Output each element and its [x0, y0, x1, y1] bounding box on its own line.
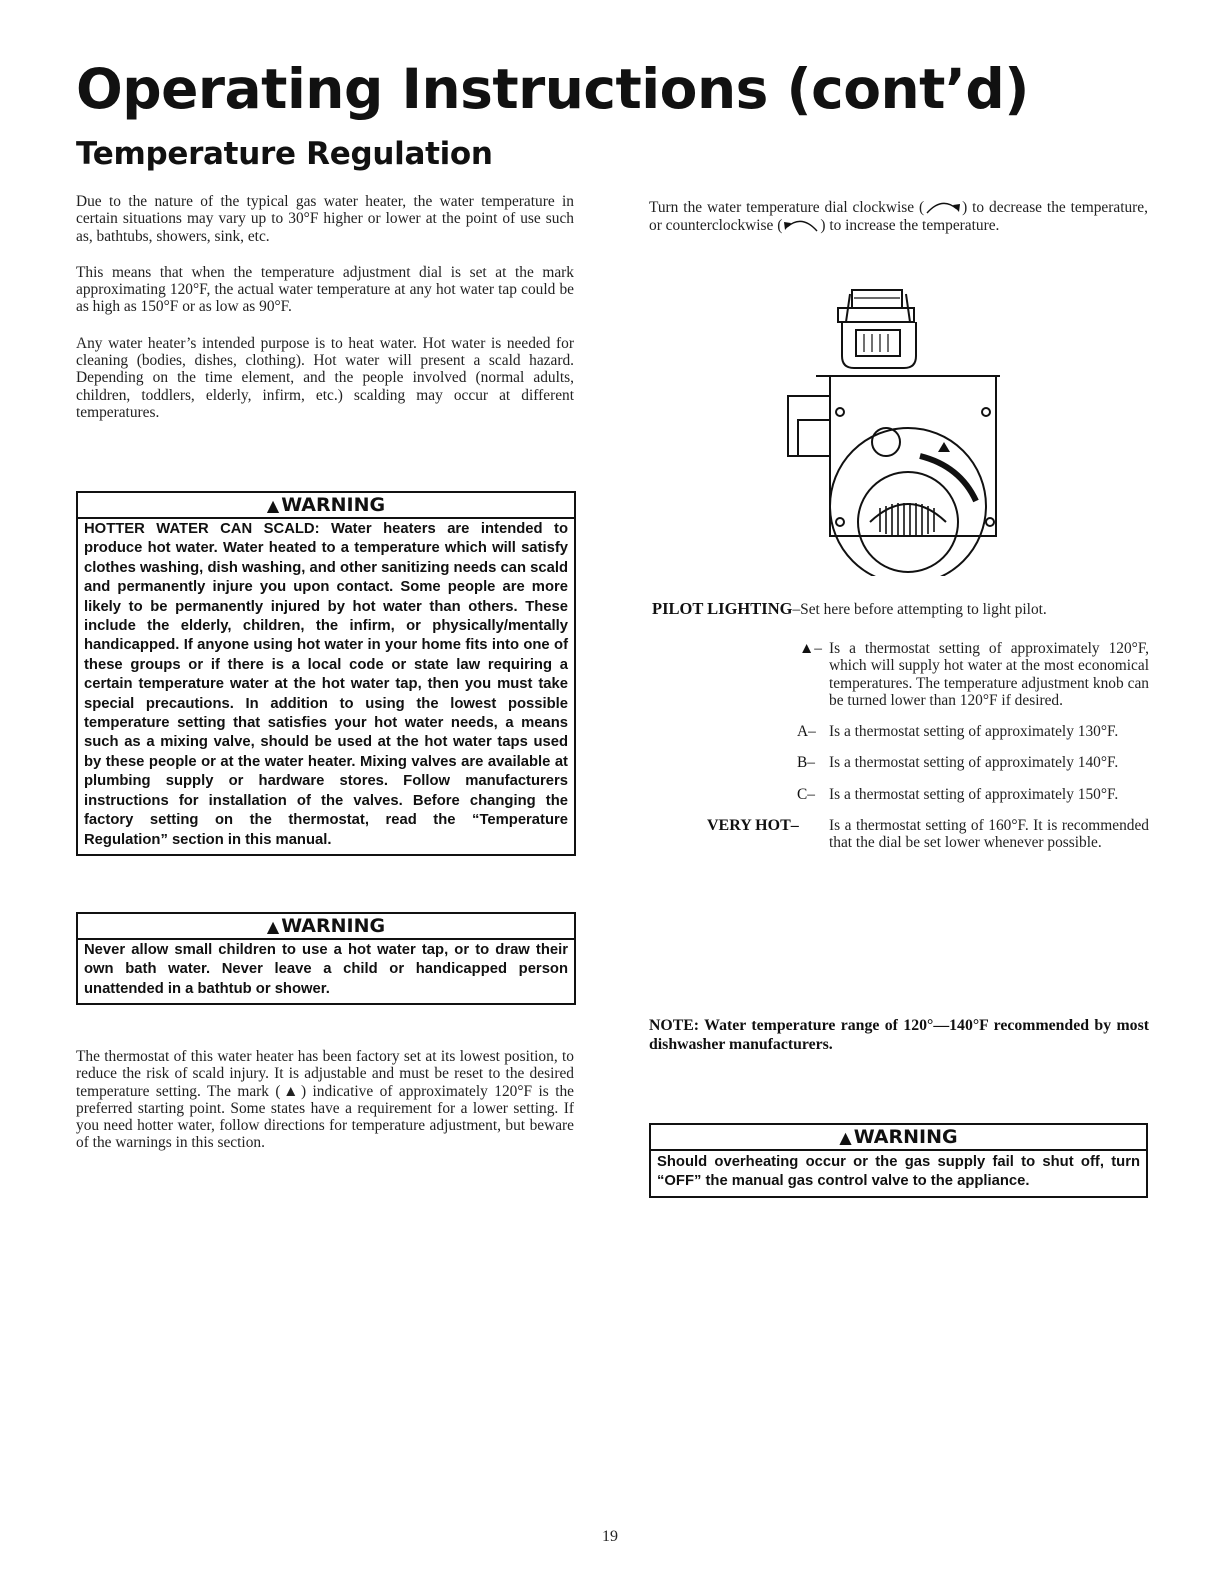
dial-text-part-3: ) to increase the temperature.	[820, 217, 1000, 234]
pilot-lighting-line	[652, 599, 1152, 619]
warning-text: Never allow small children to use a hot water tap, or to draw their own bath water. Never leave a child or handicapped person unattended in a bathtub or shower.	[84, 942, 568, 997]
dial-direction-instructions	[649, 199, 1148, 254]
setting-item	[649, 754, 1149, 771]
warning-heading-text: WARNING	[281, 915, 386, 937]
setting-description: Is a thermostat setting of approximately 130°F.	[829, 723, 1119, 741]
warning-text: Should overheating occur or the gas supply fail to shut off, turn “OFF” the manual gas control valve to the appliance.	[657, 1154, 1140, 1190]
left-column-intro	[76, 193, 574, 440]
dishwasher-note: NOTE: Water temperature range of 120°—140°F recommended by most dishwasher manufacturers.	[649, 1017, 1149, 1053]
dial-text-part-1: Turn the water temperature dial clockwise (	[649, 199, 925, 216]
warning-text: HOTTER WATER CAN SCALD: Water heaters are intended to produce hot water. Water heated to a temperature which will satisfy clothes washing, dish washing, and other sanitizing needs can scald and permanently injure you upon contact. Some people are more likely to be permanently injured by hot water than others. These include the elderly, children, the infirm, or physically/mentally handicapped. If anyone using hot water in your home fits into one of these groups or if there is a local code or state law requiring a certain temperature water at the hot water tap, then you must take special precautions. In addition to using the lowest possible temperature setting that satisfies your hot water needs, a means such as a mixing valve, should be used at the hot water taps used by these people or at the water heater. Mixing valves are available at plumbing supply or hardware stores. Follow manufacturers instructions for installation of the valves. Before changing the factory setting on the thermostat, read the “Temperature Regulation” section in this manual.	[84, 521, 568, 848]
warning-triangle-icon: ▲	[266, 496, 280, 515]
paragraph-dial-setting: This means that when the temperature adjustment dial is set at the mark approximating 120°F, the actual water temperature at any hot water tap could be as high as 150°F or as low as 90°F.	[76, 263, 574, 316]
clockwise-arrow-icon	[924, 199, 962, 215]
section-title: Temperature Regulation	[76, 136, 493, 172]
setting-description: Is a thermostat setting of 160°F. It is recommended that the dial be set lower whenever possible.	[829, 817, 1149, 852]
warning-triangle-icon: ▲	[839, 1128, 852, 1147]
paragraph-scald-hazard: Any water heater’s intended purpose is to heat water. Hot water is needed for cleaning (bodies, dishes, clothing). Hot water will present a scald hazard. Depending on the time element, and the people involved (normal adults, children, toddlers, elderly, infirm, etc.) scalding may occur at different temperatures.	[76, 334, 574, 421]
warning-heading	[651, 1125, 1146, 1151]
thermostat-settings-list	[649, 640, 1149, 866]
setting-key: VERY HOT–	[707, 817, 799, 835]
setting-description: Is a thermostat setting of approximately 140°F.	[829, 754, 1119, 772]
warning-triangle-icon: ▲	[266, 917, 280, 936]
paragraph-factory-setting: The thermostat of this water heater has been factory set at its lowest position, to reduce the risk of scald injury. It is adjustable and must be reset to the desired temperature setting. The mark (▲) indicative of approximately 120°F is the preferred starting point. Some states have a requirement for a lower setting. If you need hotter water, follow directions for temperature adjustment, but beware of the warnings in this section.	[76, 1048, 574, 1152]
page-title: Operating Instructions (cont’d)	[76, 57, 1029, 121]
warning-heading	[78, 914, 574, 940]
page-number: 19	[602, 1528, 618, 1545]
setting-item	[649, 786, 1149, 803]
setting-item	[649, 723, 1149, 740]
paragraph-temperature-variance: Due to the nature of the typical gas water heater, the water temperature in certain situations may vary up to 30°F higher or lower at the point of use such as, bathtubs, showers, sink, etc.	[76, 193, 574, 245]
dial-text-part-2: ) to decrease the temperature, or counterclockwise (	[649, 199, 1148, 234]
warning-heading	[78, 493, 574, 519]
warning-heading-text: WARNING	[281, 494, 386, 516]
setting-description: Is a thermostat setting of approximately 150°F.	[829, 785, 1119, 803]
counterclockwise-arrow-icon	[782, 217, 820, 233]
setting-key: C–	[797, 785, 815, 803]
left-column-thermostat	[76, 1048, 574, 1171]
warning-box-overheating	[649, 1123, 1148, 1198]
setting-key: B–	[797, 754, 815, 772]
gas-control-valve-diagram	[780, 286, 1020, 576]
setting-key: A–	[797, 723, 816, 741]
pilot-lighting-label: PILOT LIGHTING	[652, 599, 793, 618]
setting-key: ▲–	[799, 640, 822, 657]
setting-item	[649, 640, 1149, 709]
warning-heading-text: WARNING	[853, 1126, 958, 1148]
paragraph-dial-direction	[649, 199, 1148, 235]
warning-box-children	[76, 912, 576, 1005]
setting-item	[649, 817, 1149, 852]
warning-box-scald	[76, 491, 576, 856]
setting-description: Is a thermostat setting of approximately 120°F, which will supply hot water at the most economical temperatures. The temperature adjustment knob can be turned lower than 120°F if desired.	[829, 640, 1149, 709]
pilot-lighting-text: –Set here before attempting to light pilot.	[792, 601, 1047, 618]
